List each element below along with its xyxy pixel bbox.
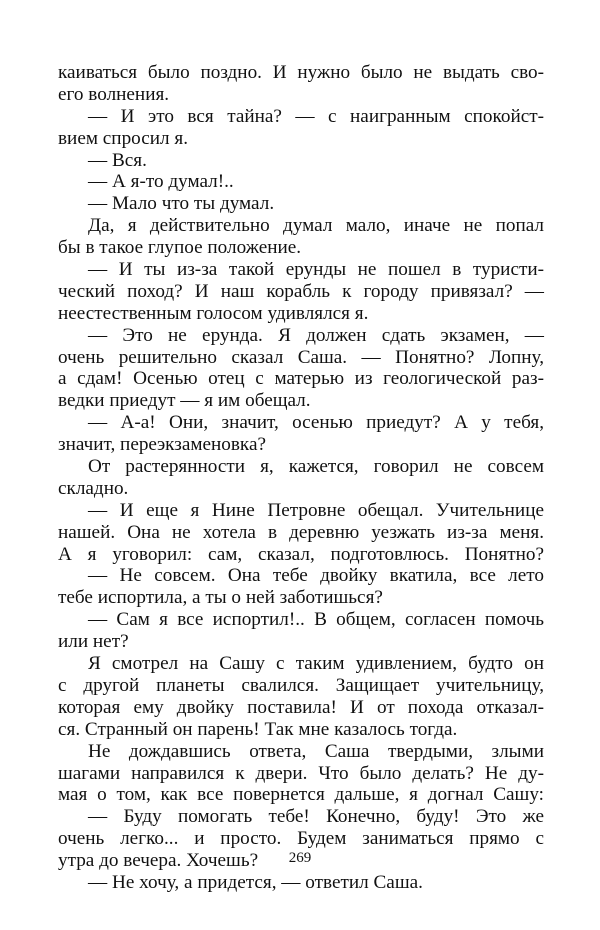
text-line: — Буду помогать тебе! Конечно, буду! Это же [88,806,544,828]
text-line: — Не хочу, а придется, — ответил Саша. [88,871,423,893]
text-line: ческий поход? И наш корабль к городу привязал? — [58,280,544,302]
text-line: — Вся. [88,149,147,171]
text-line: — И ты из-за такой ерунды не пошел в туристи- [88,259,544,281]
text-line: А я уговорил: сам, сказал, подготовлюсь. Понятно? [58,543,544,565]
text-line: — И еще я Нине Петровне обещал. Учительнице [88,499,544,521]
text-line: или нет? [58,631,129,653]
text-line: — Мало что ты думал. [88,193,275,215]
text-line: ведки приедут — я им обещал. [58,390,311,412]
page-number: 269 [288,850,312,866]
text-line: тебе испортила, а ты о ней заботишься? [58,587,383,609]
text-line: очень легко... и просто. Будем заниматься прямо с [58,828,544,850]
text-line: неестественным голосом удивлялся я. [58,302,369,324]
text-line: которая ему двойку поставила! И от похода отказал- [58,696,544,718]
text-line: — Это не ерунда. Я должен сдать экзамен, — [88,324,544,346]
text-line: Я смотрел на Сашу с таким удивлением, будто он [88,653,544,675]
body-text [58,62,544,894]
text-line: бы в такое глупое положение. [58,237,302,259]
text-line: складно. [58,477,129,499]
text-line: — А-а! Они, значит, осенью приедут? А у тебя, [88,412,544,434]
text-line: каиваться было поздно. И нужно было не выдать сво- [58,62,544,83]
text-line: его волнения. [58,83,170,105]
text-line: От растерянности я, кажется, говорил не совсем [88,456,544,478]
text-line: а сдам! Осенью отец с матерью из геологической раз- [58,368,544,390]
text-line: шагами направился к двери. Что было делать? Не ду- [58,762,544,784]
text-line: — Сам я все испортил!.. В общем, согласен помочь [88,609,544,631]
text-line: утра до вечера. Хочешь? [58,850,259,872]
text-line: очень решительно сказал Саша. — Понятно? Лопну, [58,346,544,368]
text-line: — А я-то думал!.. [88,171,234,193]
text-line: вием спросил я. [58,127,189,149]
text-line: мая о том, как все повернется дальше, я догнал Сашу: [58,784,544,806]
text-line: — Не совсем. Она тебе двойку вкатила, все лето [88,565,544,587]
text-line: Не дождавшись ответа, Саша твердыми, злыми [88,740,544,762]
text-line: ся. Странный он парень! Так мне казалось тогда. [58,718,458,740]
text-line: — И это вся тайна? — с наигранным спокойст- [88,105,544,127]
text-line: с другой планеты свалился. Защищает учительницу, [58,674,544,696]
text-line: нашей. Она не хотела в деревню уезжать из-за меня. [58,521,544,543]
text-line: Да, я действительно думал мало, иначе не попал [88,215,544,237]
text-line: значит, переэкзаменовка? [58,434,266,456]
